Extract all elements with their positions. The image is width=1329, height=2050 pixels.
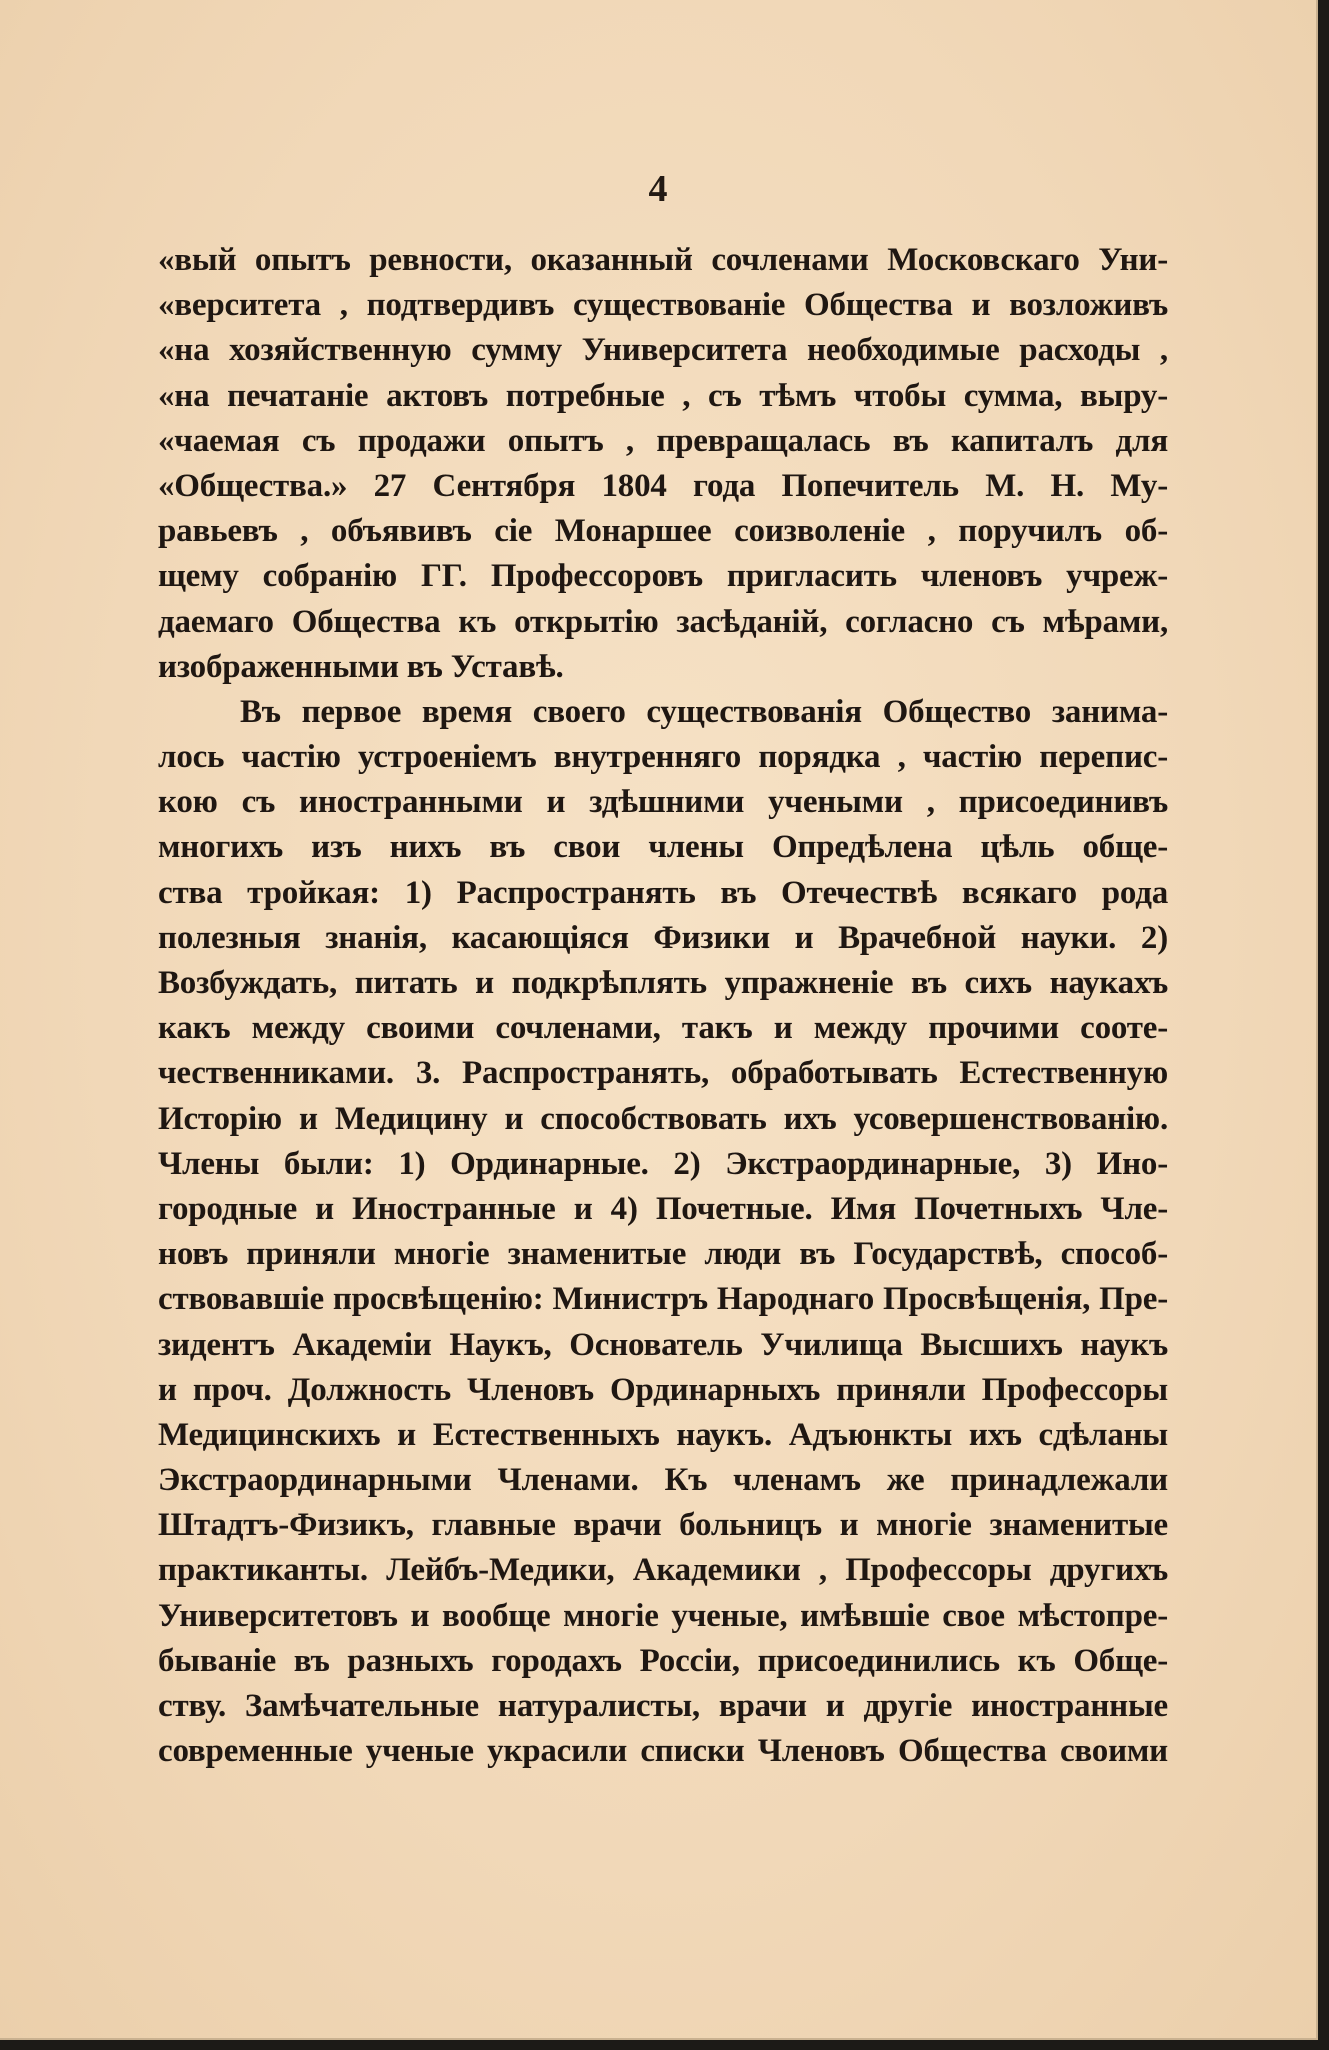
text-line: «верситета , подтвердивъ существованіе Общества и возложивъ: [158, 287, 1168, 324]
text-line: даемаго Общества къ открытію засѣданій, согласно съ мѣрами,: [158, 603, 1168, 640]
text-line: Члены были: 1) Ординарные. 2) Экстраординарные, 3) Ино-: [158, 1145, 1168, 1182]
text-line: Возбуждать, питать и подкрѣплять упражненіе въ сихъ наукахъ: [158, 965, 1168, 1001]
text-line: «чаемая съ продажи опытъ , превращалась въ капиталъ для: [158, 422, 1168, 459]
text-line: зидентъ Академіи Наукъ, Основатель Училища Высшихъ наукъ: [158, 1326, 1168, 1363]
text-line: «на хозяйственную сумму Университета необходимые расходы ,: [158, 332, 1168, 369]
text-line: «на печатаніе актовъ потребные , съ тѣмъ чтобы сумма, выру-: [158, 377, 1168, 414]
text-line: «Общества.» 27 Сентября 1804 года Попечитель М. Н. Му-: [158, 467, 1168, 504]
text-line: Медицинскихъ и Естественныхъ наукъ. Адъюнкты ихъ сдѣланы: [158, 1416, 1168, 1453]
text-line: чественниками. 3. Распространять, обработывать Естественную: [158, 1055, 1168, 1092]
text-line: Экстраординарными Членами. Къ членамъ же принадлежали: [158, 1462, 1168, 1499]
body-text: [158, 238, 1168, 1774]
text-line: новъ приняли многіе знаменитые люди въ Государствѣ, способ-: [158, 1236, 1168, 1273]
text-line: Исторію и Медицину и способствовать ихъ усовершенствованію.: [158, 1100, 1168, 1137]
text-line: многихъ изъ нихъ въ свои члены Опредѣлена цѣль обще-: [158, 829, 1168, 866]
paragraph-1: [158, 238, 1168, 690]
text-line: полезныя знанія, касающіяся Физики и Врачебной науки. 2): [158, 919, 1168, 956]
text-line: современные ученые украсили списки Членовъ Общества своими: [158, 1733, 1168, 1770]
text-line: изображенными въ Уставѣ.: [158, 648, 564, 685]
text-line: «вый опытъ ревности, оказанный сочленами Московскаго Уни-: [158, 242, 1168, 278]
text-line: кою съ иностранными и здѣшними учеными , присоединивъ: [158, 784, 1168, 821]
text-line: щему собранію ГГ. Профессоровъ пригласить членовъ учреж-: [158, 558, 1168, 595]
text-line: городные и Иностранные и 4) Почетные. Имя Почетныхъ Чле-: [158, 1190, 1168, 1227]
text-line: практиканты. Лейбъ-Медики, Академики , Профессоры другихъ: [158, 1552, 1168, 1589]
text-line: и проч. Должность Членовъ Ординарныхъ приняли Профессоры: [158, 1371, 1168, 1408]
text-line: равьевъ , объявивъ сіе Монаршее соизволеніе , поручилъ об-: [158, 513, 1168, 550]
text-line: лось частію устроеніемъ внутренняго порядка , частію перепис-: [158, 739, 1168, 776]
text-line: Въ первое время своего существованія Общество занима-: [240, 693, 1168, 730]
text-line: Штадтъ-Физикъ, главные врачи больницъ и многіе знаменитые: [158, 1507, 1168, 1544]
text-line: быванiе въ разныхъ городахъ Россіи, присоединились къ Обще-: [158, 1642, 1168, 1679]
text-line: какъ между своими сочленами, такъ и между прочими соотe-: [158, 1010, 1168, 1047]
paragraph-2: [158, 690, 1168, 1775]
page-number: 4: [648, 168, 668, 210]
text-line: ствовавшіе просвѣщенію: Министръ Народнаго Просвѣщенія, Пре-: [158, 1281, 1168, 1318]
text-line: Университетовъ и вообще многіе ученые, имѣвшіе свое мѣстопре-: [158, 1597, 1168, 1634]
text-line: ству. Замѣчательные натуралисты, врачи и другіе иностранные: [158, 1688, 1168, 1724]
text-line: ства тройкая: 1) Распространять въ Отечествѣ всякаго рода: [158, 874, 1168, 911]
